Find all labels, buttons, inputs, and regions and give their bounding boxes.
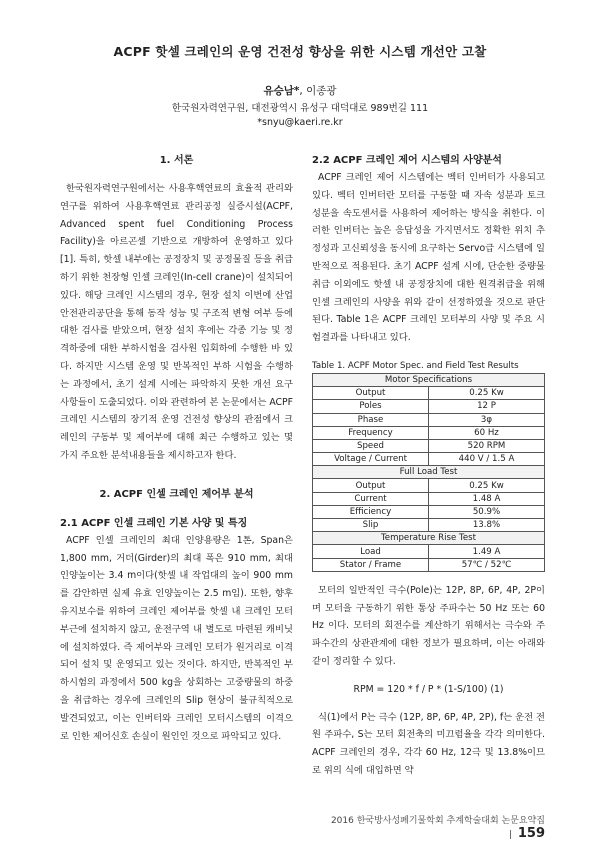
co-author: , 이종광 <box>299 85 337 97</box>
table-row <box>313 545 545 558</box>
table-cell-label: Phase <box>313 413 429 426</box>
left-column <box>60 153 293 745</box>
section-2-title: 2. ACPF 인셀 크레인 제어부 분석 <box>99 488 254 500</box>
table-cell-label: Poles <box>313 400 429 413</box>
affiliation: 한국원자력연구원, 대전광역시 유성구 대덕대로 989번길 111 <box>171 103 429 114</box>
table-cell-value: 50.9% <box>429 505 545 518</box>
page-number: 159 <box>517 826 545 841</box>
table-cell-label: Output <box>313 387 429 400</box>
subsection-2-1-title: 2.1 ACPF 인셀 크레인 기본 사양 및 특징 <box>60 517 248 529</box>
table-row <box>313 400 545 413</box>
paper-title: ACPF 핫셀 크레인의 운영 건전성 향상을 위한 시스템 개선안 고찰 <box>113 44 487 59</box>
after-table-body: 모터의 일반적인 극수(Pole)는 12P, 8P, 6P, 4P, 2P이며 모터을 구동하기 위한 통상 주파수는 50 Hz 또는 60 Hz 이다. 모터의 회전수를 계산하기 위해서는 극수와 주파수간의 상관관계에 대한 정보가 필요하며, 이는 아래와 같이 정리할 수 있다. <box>312 584 545 667</box>
table-group-row <box>313 466 545 479</box>
table-row <box>313 453 545 466</box>
subsection-2-1-body: ACPF 인셀 크레인의 최대 인양용량은 1톤, Span은 1,800 mm, 거더(Girder)의 최대 폭은 910 mm, 최대 인양높이는 3.4 m이다(핫셀 내 작업대의 높이 900 mm를 감안하면 실제 유효 인양높이는 2.5 m임). 또한, 향후 유지보수를 위하여 크레인 제어부를 핫셀 내 크레인 모터 부근에 설치하지 않고, 운전구역 내 별도로 마련된 캐비닛에 설치하였다. 즉 제어부와 크레인 모터가 원거리로 이격되어 설치 및 운영되고 있는 것이다. 하지만, 반복적인 부하시험의 과정에서 500 kg을 상회하는 고중량물의 하중을 취급하는 경우에 크레인의 Slip 현상이 불규칙적으로 발견되었고, 이는 인버터와 크레인 모터시스템의 이격으로 인한 제어신호 손실이 원인인 것으로 파악되고 있다. <box>60 534 293 742</box>
table-cell-value: 520 RPM <box>429 439 545 452</box>
section-1-body: 한국원자력연구원에서는 사용후핵연료의 효율적 관리와 연구를 위하여 사용후핵연료 관리공정 실증시설(ACPF, Advanced spent fuel Conditioning Process Facility)을 아르곤셀 기반으로 개방하여 운영하고 있다[1]. 특히, 핫셀 내부에는 공정장치 및 공정물질 등을 취급하기 위한 천장형 인셀 크레인(In-cell crane)이 설치되어 있다. 해당 크레인 시스템의 경우, 현장 설치 이번에 산업안전관리공단을 통해 동작 성능 및 구조적 변형 여부 등에 대한 검사를 받았으며, 현장 설치 후에는 각종 기능 및 정격하중에 대한 부하시험을 검사원 입회하에 수행한 바 있다. 하지만 시스템 운영 및 반복적인 부하 시험을 수행하는 과정에서, 초기 설계 시에는 파악하지 못한 개선 요구 사항들이 도출되었다. 이와 관련하여 본 논문에서는 ACPF 크레인 시스템의 장기적 운영 건전성 향상의 관점에서 크레인의 구동부 및 제어부에 대해 최근 수행하고 있는 몇 가지 주요한 분석내용들을 제시하고자 한다. <box>60 183 293 461</box>
table-row <box>313 505 545 518</box>
table-cell-value: 3φ <box>429 413 545 426</box>
table-cell-value: 440 V / 1.5 A <box>429 453 545 466</box>
table-cell-value: 0.25 Kw <box>429 387 545 400</box>
table-row <box>313 558 545 571</box>
section-1-title: 1. 서론 <box>159 155 194 166</box>
subsection-2-2-body: ACPF 크레인 제어 시스템에는 벡터 인버터가 사용되고 있다. 벡터 인버터란 모터를 구동할 때 자속 성분과 토크 성분을 속도센서를 사용하여 제어하는 방식을 취한다. 이러한 인버터는 높은 응답성을 가지면서도 정확한 위치 추정성과 고신뢰성을 동시에 요구하는 Servo급 시스템에 일반적으로 적용된다. 초기 ACPF 설계 시에, 단순한 중량물 취급 이외에도 핫셀 내 공정장치에 대한 원격취급을 위해 인셀 크레인의 사양을 위와 같이 선정하였을 것으로 판단된다. Table 1은 ACPF 크레인 모터부의 사양 및 주요 시험결과를 나타내고 있다. <box>312 172 545 344</box>
table-cell-value: 12 P <box>429 400 545 413</box>
table-cell-label: Load <box>313 545 429 558</box>
footer-separator: | <box>508 830 512 840</box>
table-row <box>313 413 545 426</box>
table-cell-label: Stator / Frame <box>313 558 429 571</box>
motor-spec-table <box>312 373 545 572</box>
table-cell-label: Frequency <box>313 426 429 439</box>
table-cell-value: 57℃ / 52℃ <box>429 558 545 571</box>
table-cell-value: 13.8% <box>429 519 545 532</box>
conference-name: 2016 한국방사성폐기물학회 추계학술대회 논문요약집 <box>330 816 545 826</box>
table-cell-value: 1.49 A <box>429 545 545 558</box>
table-cell-label: Speed <box>313 439 429 452</box>
table-cell-label: Voltage / Current <box>313 453 429 466</box>
table-row <box>313 519 545 532</box>
table-caption: Table 1. ACPF Motor Spec. and Field Test Results <box>312 360 519 371</box>
table-cell-value: 60 Hz <box>429 426 545 439</box>
table-row <box>313 479 545 492</box>
table-group-header: Full Load Test <box>313 466 545 479</box>
table-group-header: Motor Specifications <box>313 373 545 386</box>
email: *snyu@kaeri.re.kr <box>257 117 343 128</box>
table-group-row <box>313 532 545 545</box>
table-row <box>313 426 545 439</box>
author-line <box>0 83 600 98</box>
table-group-row <box>313 373 545 386</box>
table-group-header: Temperature Rise Test <box>313 532 545 545</box>
table-cell-label: Efficiency <box>313 505 429 518</box>
table-row <box>313 492 545 505</box>
table-row <box>313 387 545 400</box>
right-column <box>312 153 545 780</box>
after-equation-body: 식(1)에서 P는 극수 (12P, 8P, 6P, 4P, 2P), f는 운전 전원 주파수, S는 모터 회전축의 미끄럼율을 각각 의미한다. ACPF 크레인의 경우, 각각 60 Hz, 12극 및 13.8%이므로 위의 식에 대입하면 약 <box>312 711 545 776</box>
table-cell-value: 1.48 A <box>429 492 545 505</box>
table-cell-label: Slip <box>313 519 429 532</box>
main-author: 유승남* <box>263 85 300 97</box>
table-cell-label: Current <box>313 492 429 505</box>
rpm-equation: RPM = 120 * f / P * (1-S/100) (1) <box>353 683 504 695</box>
table-row <box>313 439 545 452</box>
table-cell-label: Output <box>313 479 429 492</box>
subsection-2-2-title: 2.2 ACPF 크레인 제어 시스템의 사양분석 <box>312 155 502 166</box>
page-footer <box>330 813 545 841</box>
table-cell-value: 0.25 Kw <box>429 479 545 492</box>
